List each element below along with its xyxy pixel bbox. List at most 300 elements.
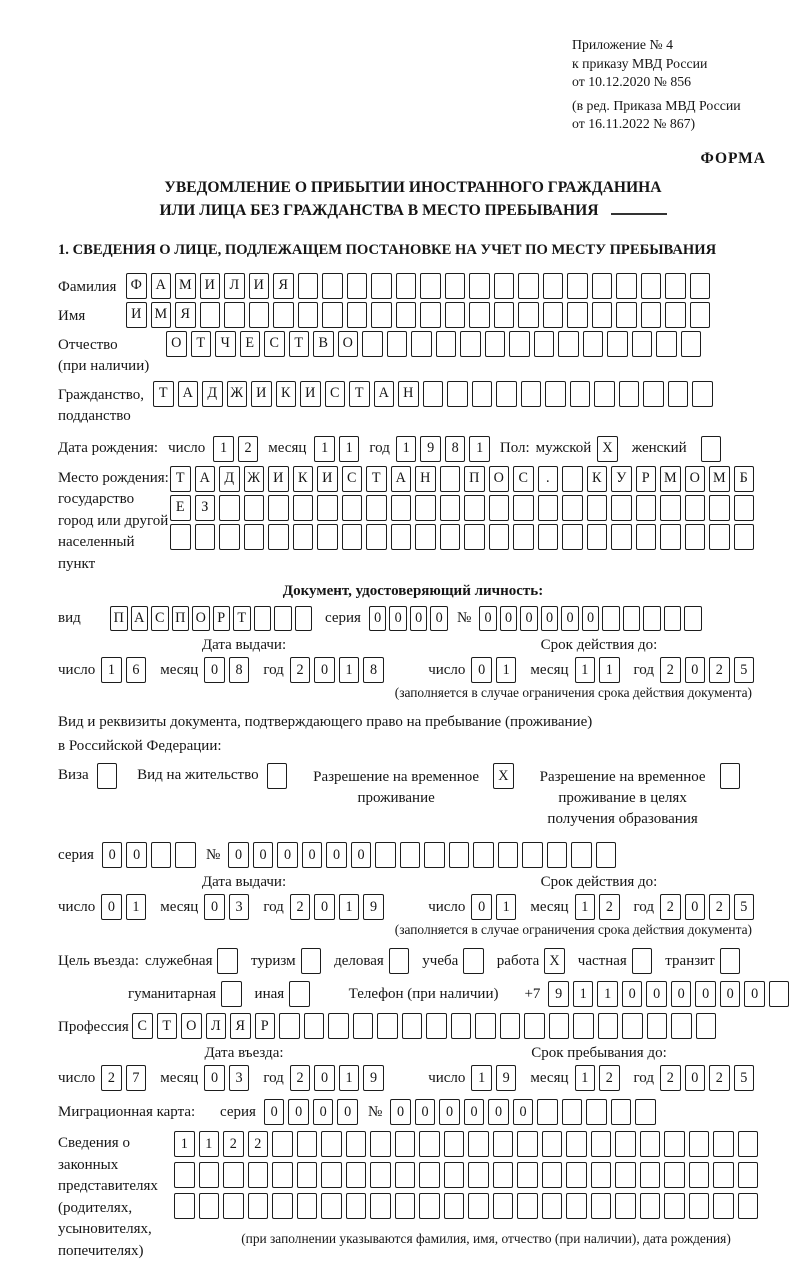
char-box[interactable] xyxy=(542,1162,563,1188)
char-box[interactable]: Т xyxy=(157,1013,178,1039)
char-box[interactable] xyxy=(562,466,583,492)
char-box[interactable]: А xyxy=(195,466,216,492)
char-box[interactable]: X xyxy=(544,948,565,974)
char-box[interactable]: 5 xyxy=(734,657,755,683)
char-box[interactable] xyxy=(370,1193,391,1219)
char-box[interactable]: О xyxy=(685,466,706,492)
char-box[interactable] xyxy=(342,524,363,550)
char-box[interactable]: 2 xyxy=(599,1065,620,1091)
char-box[interactable]: 0 xyxy=(561,606,579,631)
char-box[interactable] xyxy=(221,981,242,1007)
char-box[interactable] xyxy=(640,1193,661,1219)
char-box[interactable] xyxy=(720,763,741,789)
char-box[interactable] xyxy=(298,273,319,299)
char-box[interactable]: С xyxy=(513,466,534,492)
char-box[interactable] xyxy=(566,1131,587,1157)
char-box[interactable] xyxy=(641,273,662,299)
char-box[interactable] xyxy=(297,1162,318,1188)
char-box[interactable]: 2 xyxy=(660,1065,681,1091)
char-box[interactable] xyxy=(690,302,711,328)
char-box[interactable] xyxy=(174,1162,195,1188)
char-box[interactable] xyxy=(640,1162,661,1188)
char-box[interactable] xyxy=(224,302,245,328)
char-box[interactable] xyxy=(485,331,506,357)
char-box[interactable] xyxy=(423,381,444,407)
char-box[interactable]: 2 xyxy=(101,1065,122,1091)
char-box[interactable] xyxy=(377,1013,398,1039)
char-box[interactable]: И xyxy=(251,381,272,407)
char-box[interactable]: 2 xyxy=(238,436,259,462)
char-box[interactable] xyxy=(475,1013,496,1039)
char-box[interactable] xyxy=(389,948,410,974)
char-box[interactable] xyxy=(268,495,289,521)
char-box[interactable] xyxy=(346,1162,367,1188)
char-box[interactable]: 2 xyxy=(223,1131,244,1157)
char-box[interactable]: С xyxy=(342,466,363,492)
char-box[interactable]: О xyxy=(338,331,359,357)
char-box[interactable]: 2 xyxy=(709,657,730,683)
char-box[interactable]: 0 xyxy=(744,981,765,1007)
char-box[interactable]: Л xyxy=(206,1013,227,1039)
char-box[interactable] xyxy=(219,495,240,521)
char-box[interactable] xyxy=(244,495,265,521)
char-box[interactable]: 5 xyxy=(734,1065,755,1091)
char-box[interactable]: Р xyxy=(255,1013,276,1039)
char-box[interactable] xyxy=(538,524,559,550)
char-box[interactable]: 0 xyxy=(430,606,448,631)
char-box[interactable] xyxy=(244,524,265,550)
char-box[interactable]: Б xyxy=(734,466,755,492)
char-box[interactable]: 0 xyxy=(410,606,428,631)
char-box[interactable]: М xyxy=(660,466,681,492)
char-box[interactable]: 0 xyxy=(390,1099,411,1125)
char-box[interactable] xyxy=(665,302,686,328)
char-box[interactable] xyxy=(370,1162,391,1188)
char-box[interactable]: 0 xyxy=(488,1099,509,1125)
char-box[interactable] xyxy=(223,1162,244,1188)
char-box[interactable] xyxy=(570,381,591,407)
char-box[interactable] xyxy=(297,1193,318,1219)
char-box[interactable] xyxy=(591,1193,612,1219)
char-box[interactable]: А xyxy=(131,606,149,631)
char-box[interactable]: 2 xyxy=(709,1065,730,1091)
char-box[interactable]: И xyxy=(126,302,147,328)
char-box[interactable] xyxy=(685,495,706,521)
char-box[interactable] xyxy=(469,302,490,328)
char-box[interactable] xyxy=(463,948,484,974)
char-box[interactable]: 0 xyxy=(720,981,741,1007)
char-box[interactable]: 1 xyxy=(575,1065,596,1091)
char-box[interactable] xyxy=(571,842,592,868)
char-box[interactable] xyxy=(436,331,457,357)
char-box[interactable] xyxy=(685,524,706,550)
char-box[interactable]: 1 xyxy=(396,436,417,462)
char-box[interactable] xyxy=(366,495,387,521)
char-box[interactable]: И xyxy=(317,466,338,492)
char-box[interactable] xyxy=(524,1013,545,1039)
char-box[interactable] xyxy=(248,1193,269,1219)
char-box[interactable]: 2 xyxy=(709,894,730,920)
char-box[interactable] xyxy=(643,381,664,407)
char-box[interactable] xyxy=(440,466,461,492)
char-box[interactable] xyxy=(395,1131,416,1157)
char-box[interactable] xyxy=(447,381,468,407)
char-box[interactable] xyxy=(513,495,534,521)
char-box[interactable]: 0 xyxy=(464,1099,485,1125)
char-box[interactable] xyxy=(97,763,118,789)
char-box[interactable]: 1 xyxy=(599,657,620,683)
char-box[interactable]: 5 xyxy=(734,894,755,920)
char-box[interactable] xyxy=(549,1013,570,1039)
char-box[interactable] xyxy=(366,524,387,550)
char-box[interactable] xyxy=(542,1193,563,1219)
char-box[interactable]: 1 xyxy=(174,1131,195,1157)
char-box[interactable]: 0 xyxy=(479,606,497,631)
char-box[interactable] xyxy=(420,273,441,299)
char-box[interactable]: Л xyxy=(224,273,245,299)
char-box[interactable]: 0 xyxy=(102,842,123,868)
char-box[interactable] xyxy=(342,495,363,521)
char-box[interactable]: 8 xyxy=(363,657,384,683)
char-box[interactable]: 0 xyxy=(314,1065,335,1091)
char-box[interactable]: У xyxy=(611,466,632,492)
char-box[interactable] xyxy=(489,495,510,521)
char-box[interactable]: 0 xyxy=(541,606,559,631)
char-box[interactable] xyxy=(696,1013,717,1039)
char-box[interactable]: С xyxy=(132,1013,153,1039)
char-box[interactable] xyxy=(322,273,343,299)
char-box[interactable] xyxy=(391,495,412,521)
char-box[interactable]: Ф xyxy=(126,273,147,299)
char-box[interactable] xyxy=(371,302,392,328)
char-box[interactable] xyxy=(419,1193,440,1219)
char-box[interactable]: Т xyxy=(289,331,310,357)
char-box[interactable] xyxy=(558,331,579,357)
char-box[interactable] xyxy=(347,273,368,299)
char-box[interactable] xyxy=(267,763,288,789)
char-box[interactable] xyxy=(444,1193,465,1219)
char-box[interactable]: 1 xyxy=(314,436,335,462)
char-box[interactable] xyxy=(395,1162,416,1188)
char-box[interactable] xyxy=(513,524,534,550)
char-box[interactable] xyxy=(521,381,542,407)
char-box[interactable] xyxy=(493,1162,514,1188)
char-box[interactable] xyxy=(494,302,515,328)
char-box[interactable]: 3 xyxy=(229,1065,250,1091)
char-box[interactable]: 1 xyxy=(575,894,596,920)
char-box[interactable]: 0 xyxy=(439,1099,460,1125)
char-box[interactable]: И xyxy=(200,273,221,299)
char-box[interactable]: 0 xyxy=(695,981,716,1007)
char-box[interactable] xyxy=(689,1131,710,1157)
char-box[interactable]: 1 xyxy=(339,657,360,683)
char-box[interactable]: 0 xyxy=(302,842,323,868)
char-box[interactable] xyxy=(170,524,191,550)
char-box[interactable]: Ч xyxy=(215,331,236,357)
char-box[interactable]: 9 xyxy=(420,436,441,462)
char-box[interactable] xyxy=(420,302,441,328)
char-box[interactable] xyxy=(362,331,383,357)
char-box[interactable] xyxy=(444,1162,465,1188)
char-box[interactable] xyxy=(268,524,289,550)
char-box[interactable] xyxy=(592,302,613,328)
char-box[interactable]: Н xyxy=(415,466,436,492)
char-box[interactable]: 0 xyxy=(126,842,147,868)
char-box[interactable] xyxy=(567,302,588,328)
char-box[interactable]: 0 xyxy=(471,894,492,920)
char-box[interactable] xyxy=(445,302,466,328)
char-box[interactable] xyxy=(660,495,681,521)
char-box[interactable] xyxy=(671,1013,692,1039)
char-box[interactable]: И xyxy=(249,273,270,299)
char-box[interactable] xyxy=(665,273,686,299)
char-box[interactable] xyxy=(400,842,421,868)
char-box[interactable] xyxy=(426,1013,447,1039)
char-box[interactable]: 0 xyxy=(204,894,225,920)
char-box[interactable] xyxy=(640,1131,661,1157)
char-box[interactable]: И xyxy=(268,466,289,492)
char-box[interactable] xyxy=(500,1013,521,1039)
char-box[interactable] xyxy=(594,381,615,407)
char-box[interactable] xyxy=(370,1131,391,1157)
char-box[interactable]: 1 xyxy=(101,657,122,683)
char-box[interactable]: 0 xyxy=(101,894,122,920)
char-box[interactable]: 0 xyxy=(671,981,692,1007)
char-box[interactable] xyxy=(493,1193,514,1219)
char-box[interactable] xyxy=(174,1193,195,1219)
char-box[interactable]: 0 xyxy=(369,606,387,631)
char-box[interactable] xyxy=(200,302,221,328)
char-box[interactable] xyxy=(709,495,730,521)
char-box[interactable] xyxy=(391,524,412,550)
char-box[interactable] xyxy=(591,1162,612,1188)
char-box[interactable]: 1 xyxy=(496,894,517,920)
char-box[interactable] xyxy=(596,842,617,868)
char-box[interactable] xyxy=(322,302,343,328)
char-box[interactable]: А xyxy=(391,466,412,492)
char-box[interactable] xyxy=(518,302,539,328)
char-box[interactable] xyxy=(440,495,461,521)
char-box[interactable] xyxy=(615,1162,636,1188)
char-box[interactable]: 3 xyxy=(229,894,250,920)
char-box[interactable]: 0 xyxy=(389,606,407,631)
char-box[interactable] xyxy=(468,1131,489,1157)
char-box[interactable]: 0 xyxy=(685,894,706,920)
char-box[interactable] xyxy=(547,842,568,868)
char-box[interactable] xyxy=(664,1162,685,1188)
char-box[interactable] xyxy=(289,981,310,1007)
char-box[interactable]: 0 xyxy=(415,1099,436,1125)
char-box[interactable] xyxy=(509,331,530,357)
char-box[interactable]: Ж xyxy=(227,381,248,407)
char-box[interactable]: 0 xyxy=(685,1065,706,1091)
char-box[interactable]: Т xyxy=(366,466,387,492)
char-box[interactable] xyxy=(371,273,392,299)
char-box[interactable]: 0 xyxy=(288,1099,309,1125)
char-box[interactable] xyxy=(199,1193,220,1219)
char-box[interactable] xyxy=(656,331,677,357)
char-box[interactable] xyxy=(387,331,408,357)
char-box[interactable]: Е xyxy=(240,331,261,357)
char-box[interactable] xyxy=(616,302,637,328)
char-box[interactable]: Д xyxy=(202,381,223,407)
char-box[interactable] xyxy=(643,606,661,631)
char-box[interactable]: 0 xyxy=(326,842,347,868)
char-box[interactable]: 0 xyxy=(351,842,372,868)
char-box[interactable]: 1 xyxy=(469,436,490,462)
char-box[interactable]: 0 xyxy=(520,606,538,631)
char-box[interactable] xyxy=(769,981,790,1007)
char-box[interactable] xyxy=(713,1162,734,1188)
char-box[interactable] xyxy=(419,1162,440,1188)
char-box[interactable]: Т xyxy=(170,466,191,492)
char-box[interactable]: 0 xyxy=(204,657,225,683)
char-box[interactable]: В xyxy=(313,331,334,357)
char-box[interactable]: 0 xyxy=(253,842,274,868)
char-box[interactable] xyxy=(498,842,519,868)
char-box[interactable]: 6 xyxy=(126,657,147,683)
char-box[interactable] xyxy=(411,331,432,357)
char-box[interactable]: 1 xyxy=(339,894,360,920)
char-box[interactable]: 1 xyxy=(597,981,618,1007)
char-box[interactable] xyxy=(537,1099,558,1125)
char-box[interactable] xyxy=(713,1193,734,1219)
char-box[interactable] xyxy=(534,331,555,357)
char-box[interactable] xyxy=(538,495,559,521)
char-box[interactable]: 7 xyxy=(126,1065,147,1091)
char-box[interactable] xyxy=(587,495,608,521)
char-box[interactable]: X xyxy=(597,436,618,462)
char-box[interactable] xyxy=(396,273,417,299)
char-box[interactable] xyxy=(566,1162,587,1188)
char-box[interactable]: О xyxy=(181,1013,202,1039)
char-box[interactable] xyxy=(449,842,470,868)
char-box[interactable] xyxy=(175,842,196,868)
char-box[interactable]: М xyxy=(709,466,730,492)
char-box[interactable] xyxy=(445,273,466,299)
char-box[interactable] xyxy=(469,273,490,299)
char-box[interactable] xyxy=(647,1013,668,1039)
char-box[interactable] xyxy=(573,1013,594,1039)
char-box[interactable] xyxy=(602,606,620,631)
char-box[interactable]: Т xyxy=(349,381,370,407)
char-box[interactable]: 2 xyxy=(660,894,681,920)
char-box[interactable] xyxy=(592,273,613,299)
char-box[interactable]: С xyxy=(151,606,169,631)
char-box[interactable]: 1 xyxy=(213,436,234,462)
char-box[interactable] xyxy=(587,524,608,550)
char-box[interactable]: М xyxy=(175,273,196,299)
char-box[interactable]: 1 xyxy=(573,981,594,1007)
char-box[interactable] xyxy=(297,1131,318,1157)
char-box[interactable] xyxy=(396,302,417,328)
char-box[interactable] xyxy=(317,495,338,521)
char-box[interactable]: Т xyxy=(153,381,174,407)
char-box[interactable]: 9 xyxy=(363,894,384,920)
char-box[interactable] xyxy=(623,606,641,631)
char-box[interactable] xyxy=(690,273,711,299)
char-box[interactable]: О xyxy=(489,466,510,492)
char-box[interactable]: К xyxy=(293,466,314,492)
char-box[interactable]: А xyxy=(151,273,172,299)
char-box[interactable] xyxy=(419,1131,440,1157)
char-box[interactable] xyxy=(496,381,517,407)
char-box[interactable]: 0 xyxy=(314,894,335,920)
char-box[interactable]: Я xyxy=(230,1013,251,1039)
char-box[interactable]: 9 xyxy=(548,981,569,1007)
char-box[interactable] xyxy=(321,1162,342,1188)
char-box[interactable] xyxy=(444,1131,465,1157)
char-box[interactable] xyxy=(473,842,494,868)
char-box[interactable] xyxy=(272,1193,293,1219)
char-box[interactable] xyxy=(542,1131,563,1157)
char-box[interactable]: 0 xyxy=(314,657,335,683)
char-box[interactable] xyxy=(664,1193,685,1219)
char-box[interactable] xyxy=(517,1193,538,1219)
char-box[interactable]: Я xyxy=(273,273,294,299)
char-box[interactable] xyxy=(254,606,272,631)
char-box[interactable] xyxy=(295,606,313,631)
char-box[interactable] xyxy=(293,524,314,550)
char-box[interactable] xyxy=(219,524,240,550)
char-box[interactable] xyxy=(517,1162,538,1188)
char-box[interactable] xyxy=(598,1013,619,1039)
char-box[interactable]: 2 xyxy=(290,1065,311,1091)
char-box[interactable]: 2 xyxy=(248,1131,269,1157)
char-box[interactable] xyxy=(734,524,755,550)
char-box[interactable]: 0 xyxy=(264,1099,285,1125)
char-box[interactable]: 0 xyxy=(622,981,643,1007)
char-box[interactable] xyxy=(689,1162,710,1188)
char-box[interactable] xyxy=(468,1162,489,1188)
char-box[interactable] xyxy=(195,524,216,550)
char-box[interactable] xyxy=(321,1131,342,1157)
char-box[interactable]: А xyxy=(374,381,395,407)
char-box[interactable]: 1 xyxy=(339,1065,360,1091)
char-box[interactable] xyxy=(668,381,689,407)
char-box[interactable] xyxy=(346,1131,367,1157)
char-box[interactable] xyxy=(720,948,741,974)
char-box[interactable]: Р xyxy=(636,466,657,492)
char-box[interactable]: Д xyxy=(219,466,240,492)
char-box[interactable]: 1 xyxy=(496,657,517,683)
char-box[interactable]: К xyxy=(587,466,608,492)
char-box[interactable] xyxy=(692,381,713,407)
char-box[interactable]: 2 xyxy=(290,894,311,920)
char-box[interactable]: О xyxy=(192,606,210,631)
char-box[interactable]: 0 xyxy=(228,842,249,868)
char-box[interactable] xyxy=(321,1193,342,1219)
char-box[interactable] xyxy=(684,606,702,631)
char-box[interactable]: С xyxy=(264,331,285,357)
char-box[interactable] xyxy=(611,495,632,521)
char-box[interactable] xyxy=(681,331,702,357)
char-box[interactable] xyxy=(489,524,510,550)
char-box[interactable] xyxy=(562,495,583,521)
char-box[interactable]: И xyxy=(300,381,321,407)
char-box[interactable] xyxy=(738,1162,759,1188)
char-box[interactable] xyxy=(328,1013,349,1039)
char-box[interactable]: К xyxy=(276,381,297,407)
char-box[interactable] xyxy=(636,524,657,550)
char-box[interactable]: 9 xyxy=(363,1065,384,1091)
char-box[interactable]: 0 xyxy=(646,981,667,1007)
char-box[interactable]: 1 xyxy=(126,894,147,920)
char-box[interactable] xyxy=(440,524,461,550)
char-box[interactable] xyxy=(660,524,681,550)
char-box[interactable] xyxy=(298,302,319,328)
char-box[interactable] xyxy=(562,1099,583,1125)
